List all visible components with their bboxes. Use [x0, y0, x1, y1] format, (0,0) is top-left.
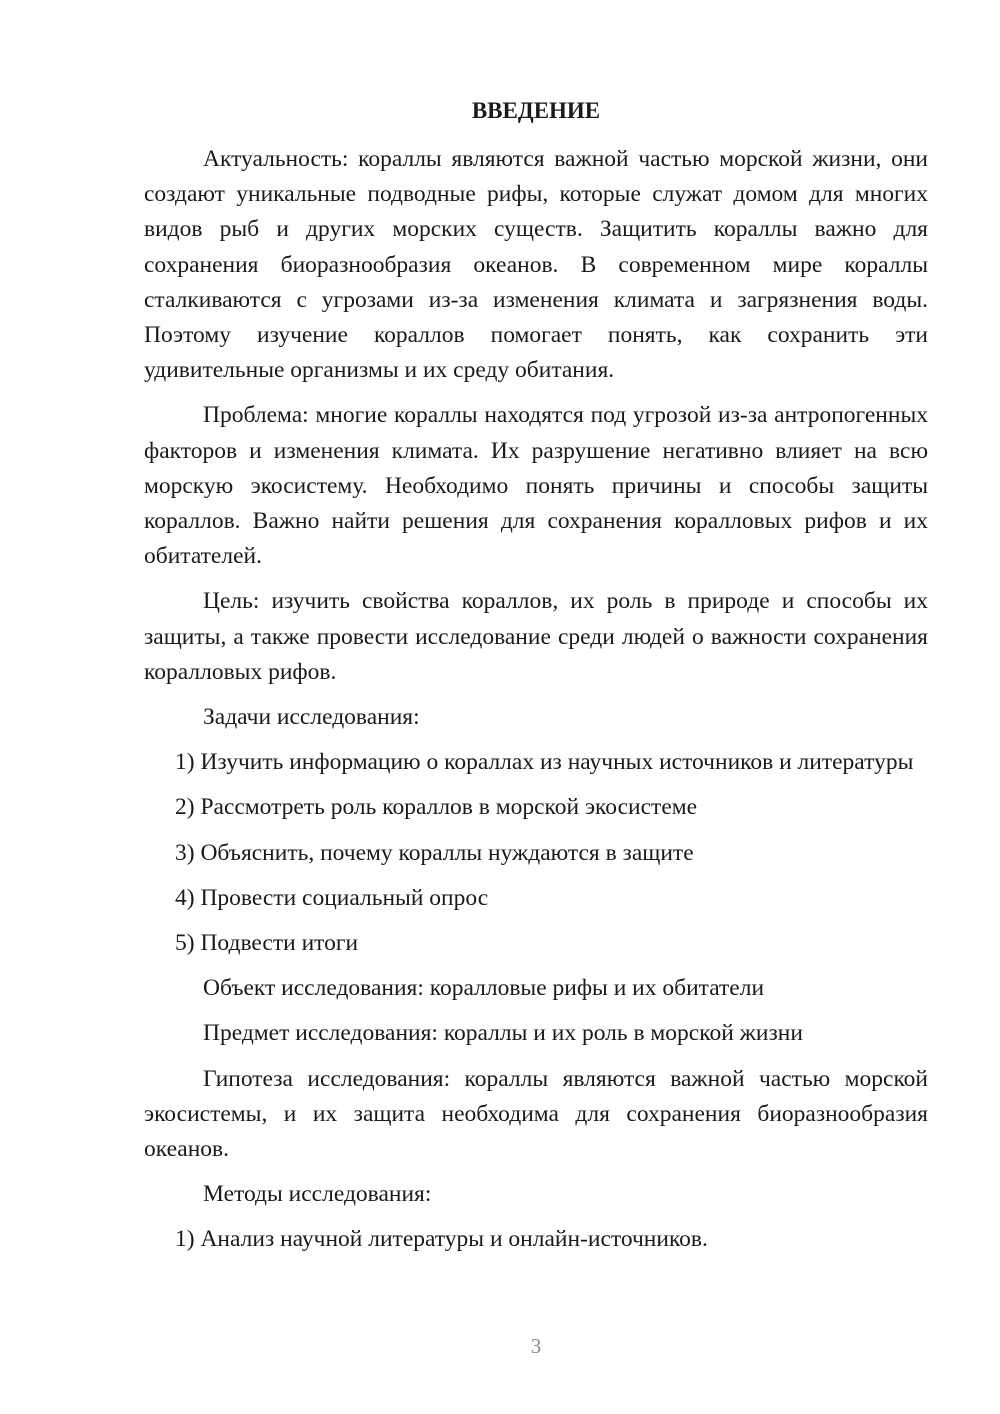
list-item-task-1: 1) Изучить информацию о кораллах из научных источников и литературы: [175, 749, 914, 776]
body-text: [144, 142, 928, 1258]
object-paragraph: Объект исследования: коралловые рифы и их обитатели: [203, 975, 765, 1002]
section-heading: ВВЕДЕНИЕ: [471, 98, 601, 123]
methods-heading: Методы исследования:: [203, 1181, 432, 1208]
list-item-task-3: 3) Объяснить, почему кораллы нуждаются в защите: [175, 839, 694, 866]
problem-paragraph: Проблема: многие кораллы находятся под угрозой из-за антропогенных факторов и изменения климата. Их разрушение негативно влияет на всю морскую экосистему. Необходимо понять причины и способы защиты кораллов. Важно найти решения для сохранения коралловых рифов и их обитателей.: [144, 402, 928, 570]
goal-paragraph: Цель: изучить свойства кораллов, их роль в природе и способы их защиты, а также провести исследование среди людей о важности сохранения коралловых рифов.: [144, 588, 928, 685]
list-item-task-5: 5) Подвести итоги: [175, 930, 359, 957]
list-item-method-1: 1) Анализ научной литературы и онлайн-источников.: [175, 1226, 708, 1253]
list-item-task-2: 2) Рассмотреть роль кораллов в морской экосистеме: [175, 794, 698, 821]
page-number: 3: [530, 1334, 542, 1358]
subject-paragraph: Предмет исследования: кораллы и их роль в морской жизни: [203, 1020, 803, 1047]
list-item-task-4: 4) Провести социальный опрос: [175, 884, 489, 911]
tasks-heading: Задачи исследования:: [203, 704, 420, 731]
hypothesis-paragraph: Гипотеза исследования: кораллы являются важной частью морской экосистемы, и их защита необходима для сохранения биоразнообразия океанов.: [144, 1065, 928, 1163]
relevance-paragraph: Актуальность: кораллы являются важной частью морской жизни, они создают уникальные подводные рифы, которые служат домом для многих видов рыб и других морских существ. Защитить кораллы важно для сохранения биоразнообразия океанов. В современном мире кораллы сталкиваются с угрозами из-за изменения климата и загрязнения воды. Поэтому изучение кораллов помогает понять, как сохранить эти удивительные организмы и их среду обитания.: [144, 146, 928, 384]
